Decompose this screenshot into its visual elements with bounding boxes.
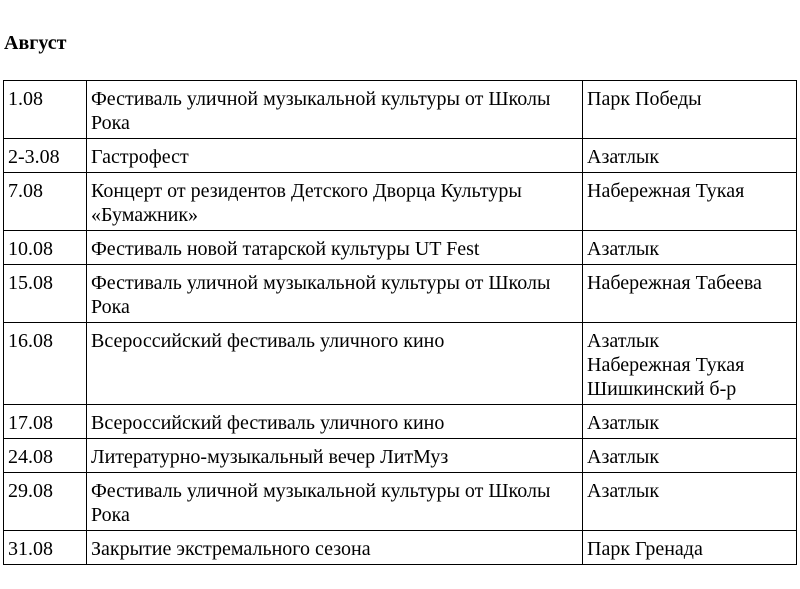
event-places — [583, 265, 797, 323]
table-row — [4, 139, 797, 173]
event-places — [583, 439, 797, 473]
table-row — [4, 473, 797, 531]
event-places — [583, 173, 797, 231]
table-row — [4, 265, 797, 323]
event-place: Азатлык — [587, 330, 660, 352]
event-name: Концерт от резидентов Детского Дворца Культуры «Бумажник» — [87, 173, 583, 231]
event-name: Литературно-музыкальный вечер ЛитМуз — [87, 439, 583, 473]
table-row — [4, 323, 797, 405]
event-name: Фестиваль новой татарской культуры UT Fest — [87, 231, 583, 265]
event-place: Парк Победы — [587, 88, 702, 110]
events-table-body — [4, 81, 797, 565]
event-date: 7.08 — [4, 173, 87, 231]
event-name: Гастрофест — [87, 139, 583, 173]
event-date: 24.08 — [4, 439, 87, 473]
table-row — [4, 405, 797, 439]
table-row — [4, 81, 797, 139]
event-date: 29.08 — [4, 473, 87, 531]
table-row — [4, 173, 797, 231]
event-places — [583, 323, 797, 405]
month-heading: Август — [4, 32, 67, 54]
event-places — [583, 473, 797, 531]
event-places — [583, 81, 797, 139]
event-places — [583, 531, 797, 565]
event-date: 2-3.08 — [4, 139, 87, 173]
event-date: 1.08 — [4, 81, 87, 139]
event-name: Фестиваль уличной музыкальной культуры от Школы Рока — [87, 81, 583, 139]
table-row — [4, 231, 797, 265]
event-date: 16.08 — [4, 323, 87, 405]
event-place: Набережная Тукая — [587, 180, 745, 202]
event-places — [583, 139, 797, 173]
event-place: Азатлык — [587, 238, 660, 260]
event-places — [583, 231, 797, 265]
table-row — [4, 439, 797, 473]
event-name: Всероссийский фестиваль уличного кино — [87, 405, 583, 439]
event-date: 31.08 — [4, 531, 87, 565]
event-name: Всероссийский фестиваль уличного кино — [87, 323, 583, 405]
event-places — [583, 405, 797, 439]
event-place: Набережная Тукая — [587, 354, 745, 376]
event-place: Азатлык — [587, 480, 660, 502]
event-place: Парк Гренада — [587, 538, 703, 560]
event-place: Шишкинский б-р — [587, 378, 737, 400]
events-table — [3, 80, 797, 565]
event-name: Закрытие экстремального сезона — [87, 531, 583, 565]
event-date: 10.08 — [4, 231, 87, 265]
event-place: Азатлык — [587, 446, 660, 468]
event-place: Набережная Табеева — [587, 272, 762, 294]
event-place: Азатлык — [587, 146, 660, 168]
event-date: 15.08 — [4, 265, 87, 323]
event-name: Фестиваль уличной музыкальной культуры от Школы Рока — [87, 265, 583, 323]
event-name: Фестиваль уличной музыкальной культуры от Школы Рока — [87, 473, 583, 531]
event-place: Азатлык — [587, 412, 660, 434]
event-date: 17.08 — [4, 405, 87, 439]
table-row — [4, 531, 797, 565]
